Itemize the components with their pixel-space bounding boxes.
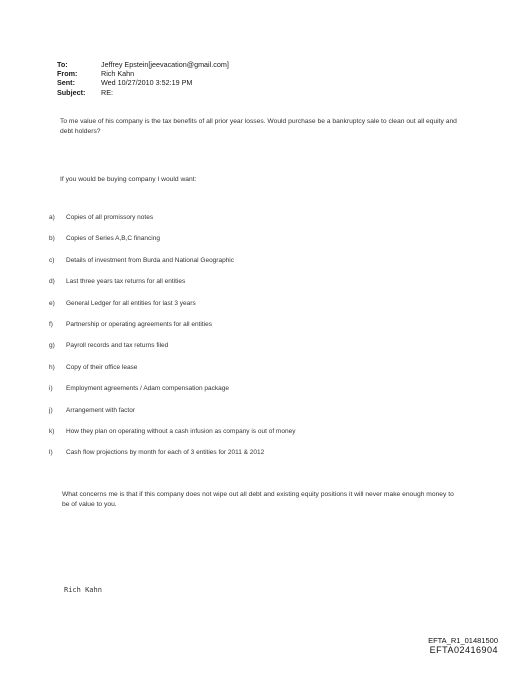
- list-item: [49, 257, 295, 278]
- list-item-letter: i): [49, 385, 53, 393]
- list-item: [49, 342, 295, 363]
- list-item: [49, 321, 295, 342]
- bates-number-secondary: EFTA02416904: [429, 645, 498, 655]
- list-item: [49, 300, 295, 321]
- request-list: [49, 214, 295, 471]
- list-item-text: General Ledger for all entities for last 3 years: [66, 299, 196, 307]
- list-item-letter: j): [49, 406, 53, 414]
- list-item-letter: c): [49, 256, 55, 264]
- list-item-text: Copy of their office lease: [66, 363, 138, 371]
- list-item: [49, 449, 295, 470]
- list-item-text: Cash flow projections by month for each of 3 entities for 2011 & 2012: [66, 449, 265, 457]
- from-label: From:: [57, 69, 78, 79]
- paragraph-request: If you would be buying company I would want:: [60, 176, 197, 183]
- paragraph-concern: What concerns me is that if this company does not wipe out all debt and existing equity positions it will never make enough money to be of value to you.: [62, 491, 454, 508]
- list-item-letter: l): [49, 449, 53, 457]
- list-item-letter: d): [49, 278, 55, 286]
- list-item-letter: h): [49, 363, 55, 371]
- list-item-letter: k): [49, 427, 55, 435]
- list-item: [49, 385, 295, 406]
- list-item: [49, 407, 295, 428]
- list-item-letter: g): [49, 342, 55, 350]
- to-row: [57, 60, 229, 69]
- subject-value: RE:: [101, 87, 113, 97]
- list-item-letter: f): [49, 320, 53, 328]
- bates-number-primary: EFTA_R1_01481500: [428, 636, 498, 645]
- subject-row: [57, 88, 229, 97]
- sent-row: [57, 78, 229, 87]
- list-item-text: How they plan on operating without a cash infusion as company is out of money: [66, 427, 296, 435]
- list-item: [49, 214, 295, 235]
- sent-value: Wed 10/27/2010 3:52:19 PM: [101, 78, 193, 88]
- list-item: [49, 235, 295, 256]
- list-item: [49, 364, 295, 385]
- list-item-text: Partnership or operating agreements for all entities: [66, 320, 212, 328]
- signature: Rich Kahn: [64, 586, 102, 594]
- sent-label: Sent:: [57, 78, 75, 88]
- list-item-text: Copies of Series A,B,C financing: [66, 235, 160, 243]
- list-item-letter: b): [49, 235, 55, 243]
- to-value: Jeffrey Epstein[jeevacation@gmail.com]: [101, 60, 229, 69]
- list-item-text: Arrangement with factor: [66, 406, 136, 414]
- list-item-text: Details of investment from Burda and National Geographic: [66, 256, 235, 264]
- from-row: [57, 69, 229, 78]
- list-item-text: Employment agreements / Adam compensation package: [66, 385, 229, 393]
- list-item-letter: a): [49, 214, 55, 221]
- from-value: Rich Kahn: [101, 69, 135, 79]
- list-item-text: Payroll records and tax returns filed: [66, 342, 169, 350]
- email-header: [57, 60, 229, 97]
- list-item-letter: e): [49, 299, 55, 307]
- paragraph-value: To me value of his company is the tax benefits of all prior year losses. Would purchase be a bankruptcy sale to clean out all equity and debt holders?: [60, 118, 457, 135]
- list-item-text: Copies of all promissory notes: [66, 214, 154, 221]
- subject-label: Subject:: [57, 87, 86, 97]
- to-label: To:: [57, 60, 68, 69]
- list-item: [49, 278, 295, 299]
- list-item-text: Last three years tax returns for all entities: [66, 278, 186, 286]
- list-item: [49, 428, 295, 449]
